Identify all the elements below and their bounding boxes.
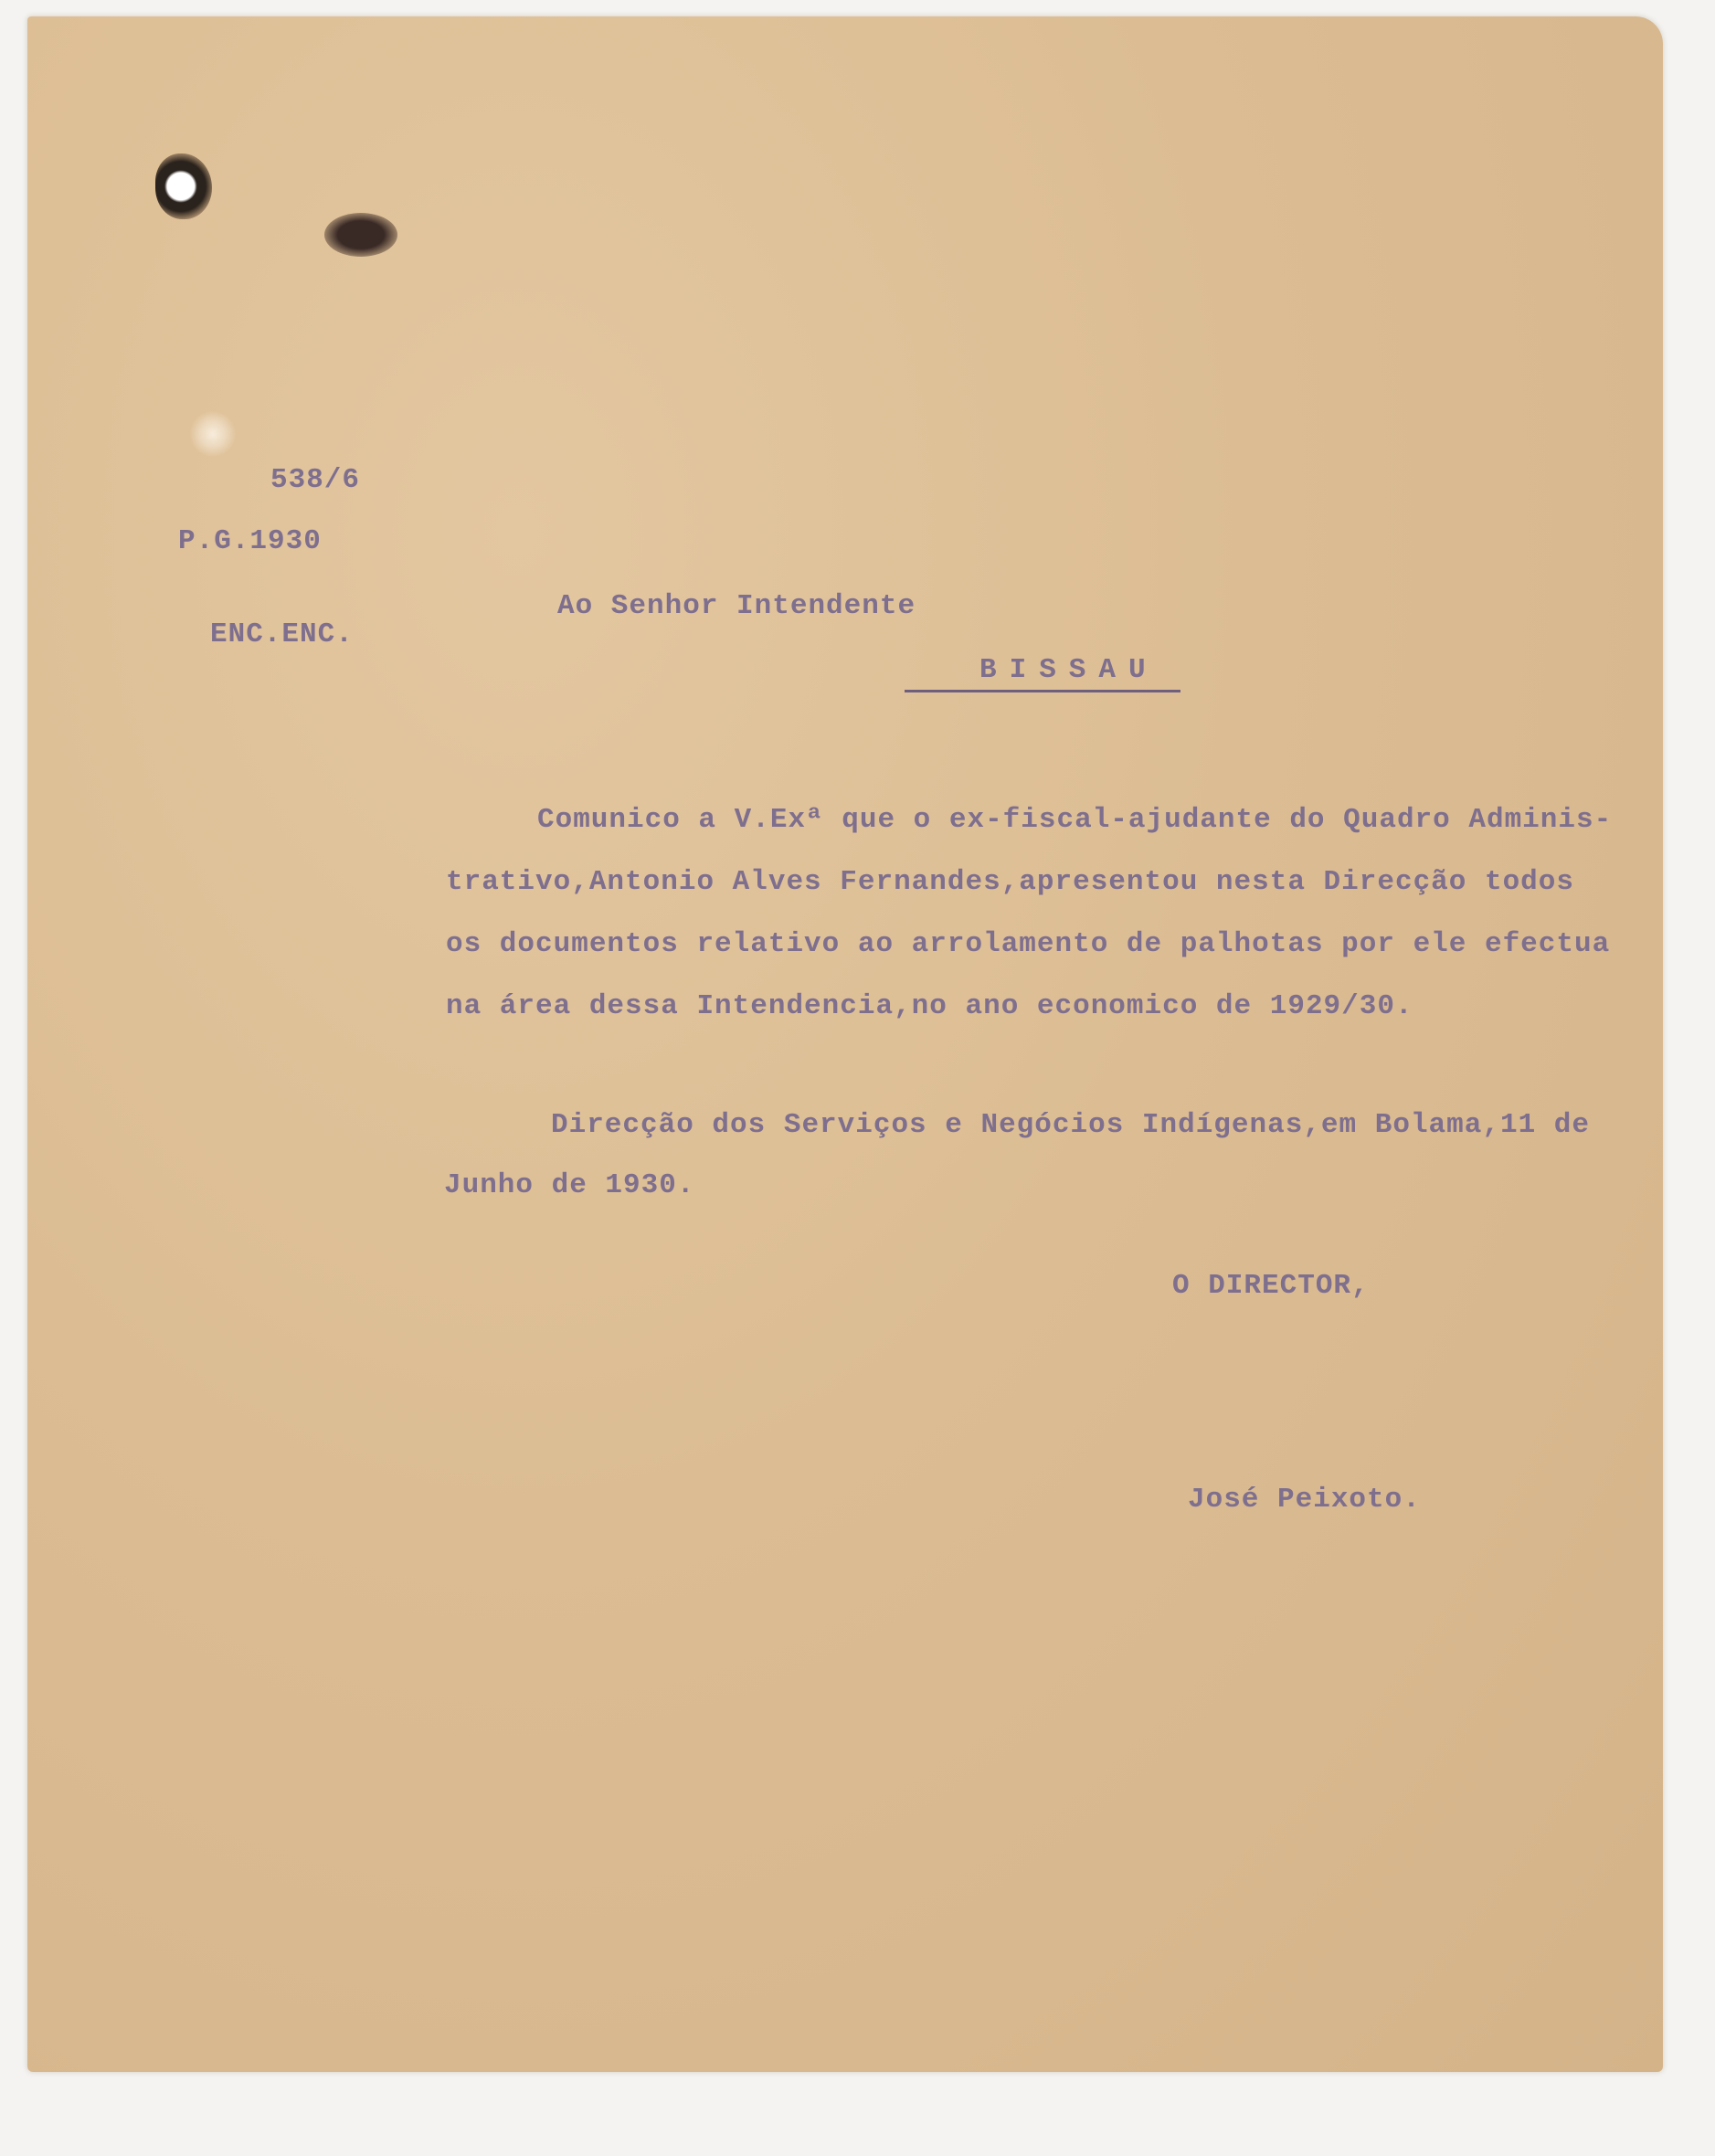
signatory-name: José Peixoto.	[1188, 1484, 1421, 1516]
place-date-line: Junho de 1930.	[444, 1169, 695, 1201]
body-line: na área dessa Intendencia,no ano economico de 1929/30.	[446, 990, 1413, 1022]
body-line: Comunico a V.Exª que o ex-fiscal-ajudante do Quadro Adminis-	[537, 804, 1613, 836]
punch-hole	[190, 411, 236, 457]
recipient-line: Ao Senhor Intendente	[557, 590, 916, 622]
signatory-title: O DIRECTOR,	[1172, 1270, 1370, 1302]
reference-enclosure: ENC.ENC.	[210, 618, 354, 650]
body-line: os documentos relativo ao arrolamento de palhotas por ele efectua	[446, 928, 1611, 960]
burn-mark	[155, 153, 212, 219]
reference-pg: P.G.1930	[178, 525, 322, 557]
body-line: trativo,Antonio Alves Fernandes,apresentou nesta Direcção todos	[446, 866, 1574, 898]
recipient-city: BISSAU	[905, 654, 1180, 692]
document-sheet	[27, 16, 1663, 2072]
reference-number: 538/6	[270, 464, 361, 496]
place-date-line: Direcção dos Serviços e Negócios Indígenas,em Bolama,11 de	[551, 1109, 1590, 1141]
ink-blot	[324, 213, 397, 257]
